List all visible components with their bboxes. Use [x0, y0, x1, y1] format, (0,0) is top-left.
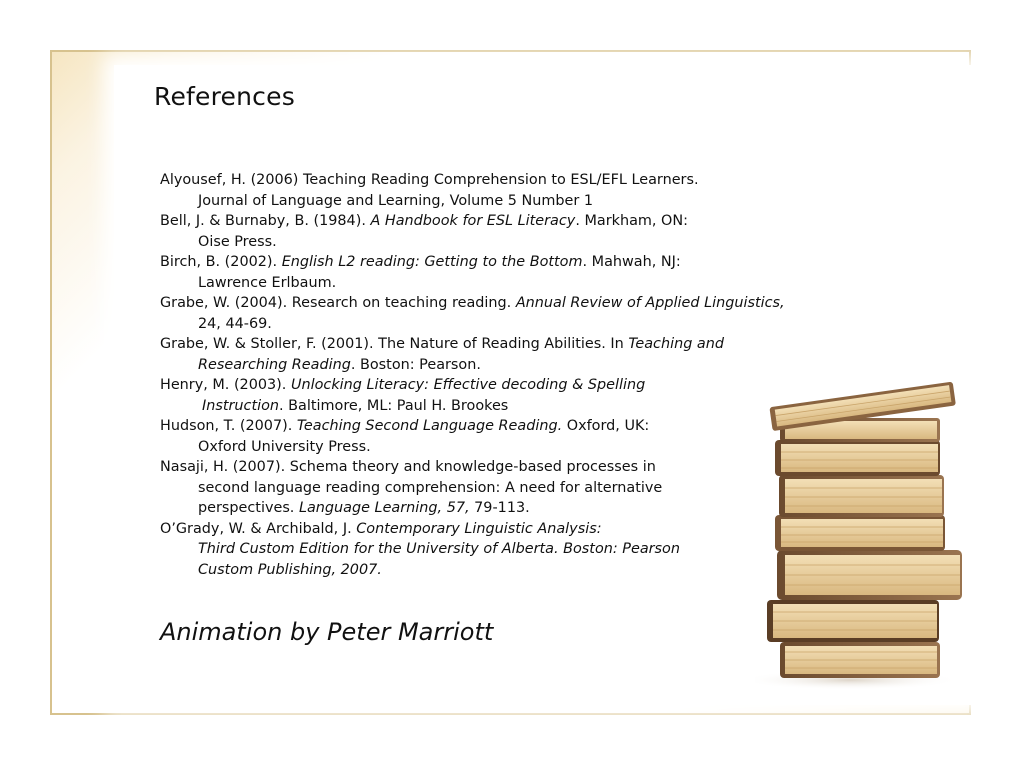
reference-entry: [160, 170, 880, 211]
reference-text: Henry, M. (2003).: [160, 377, 291, 393]
reference-text: 24, 44-69.: [198, 315, 272, 332]
book-3: [777, 550, 962, 600]
reference-text: Bell, J. & Burnaby, B. (1984).: [160, 213, 371, 229]
reference-text: Alyousef, H. (2006) Teaching Reading Comprehension to ESL/EFL Learners.: [160, 172, 699, 188]
slide-title: References: [154, 82, 295, 111]
reference-italic-text: Teaching Second Language Reading.: [296, 418, 563, 434]
reference-entry: [160, 334, 880, 375]
book-1: [780, 642, 940, 678]
book-2: [767, 600, 939, 642]
reference-text: Lawrence Erlbaum.: [198, 274, 337, 291]
reference-text: Hudson, T. (2007).: [160, 418, 297, 434]
reference-italic-text: Third Custom Edition for the University of Alberta. Boston: Pearson: [198, 541, 680, 557]
reference-text: Oxford University Press.: [198, 438, 371, 455]
reference-italic-text: Annual Review of Applied Linguistics,: [515, 295, 785, 311]
book-5: [779, 475, 944, 517]
reference-line: [160, 293, 880, 314]
reference-italic-text: A Handbook for ESL Literacy: [370, 213, 576, 229]
reference-italic-text: Contemporary Linguistic Analysis:: [356, 520, 602, 537]
reference-text: 79-113.: [469, 500, 530, 516]
reference-italic-text: Researching Reading: [198, 356, 351, 373]
stack-of-books-illustration: [755, 380, 970, 690]
reference-line: [160, 191, 880, 212]
reference-text: Oxford, UK:: [562, 418, 650, 434]
reference-text: O’Grady, W. & Archibald, J.: [160, 520, 357, 537]
reference-italic-text: Instruction: [202, 397, 280, 414]
reference-italic-text: Custom Publishing, 2007.: [198, 561, 382, 578]
reference-entry: [160, 293, 880, 334]
reference-text: Birch, B. (2002).: [160, 254, 282, 270]
book-4: [775, 515, 945, 551]
reference-line: [160, 314, 880, 335]
reference-text: perspectives.: [198, 500, 299, 516]
reference-text: . Mahwah, NJ:: [582, 254, 681, 270]
reference-entry: [160, 211, 880, 252]
reference-line: [160, 170, 880, 191]
book-6: [775, 440, 940, 476]
reference-entry: [160, 252, 880, 293]
reference-line: [160, 232, 880, 253]
reference-text: Nasaji, H. (2007). Schema theory and knowledge-based processes in: [160, 459, 656, 475]
reference-text: . Baltimore, ML: Paul H. Brookes: [279, 397, 509, 414]
reference-text: . Markham, ON:: [575, 213, 688, 229]
reference-text: . Boston: Pearson.: [350, 356, 481, 373]
reference-line: [160, 273, 880, 294]
animation-credit: Animation by Peter Marriott: [160, 618, 494, 646]
reference-text: second language reading comprehension: A need for alternative: [198, 479, 663, 496]
reference-italic-text: English L2 reading: Getting to the Bottom: [281, 254, 583, 270]
reference-text: Journal of Language and Learning, Volume 5 Number 1: [198, 192, 594, 209]
reference-line: [160, 252, 880, 273]
reference-line: [160, 334, 880, 355]
reference-italic-text: Unlocking Literacy: Effective decoding & Spelling: [290, 377, 646, 393]
reference-line: [160, 211, 880, 232]
reference-line: [160, 355, 880, 376]
reference-italic-text: Language Learning, 57,: [298, 500, 470, 516]
reference-text: Grabe, W. & Stoller, F. (2001). The Nature of Reading Abilities. In: [160, 336, 629, 352]
reference-text: Grabe, W. (2004). Research on teaching reading.: [160, 295, 516, 311]
reference-text: Oise Press.: [198, 233, 277, 250]
reference-italic-text: Teaching and: [628, 336, 724, 352]
